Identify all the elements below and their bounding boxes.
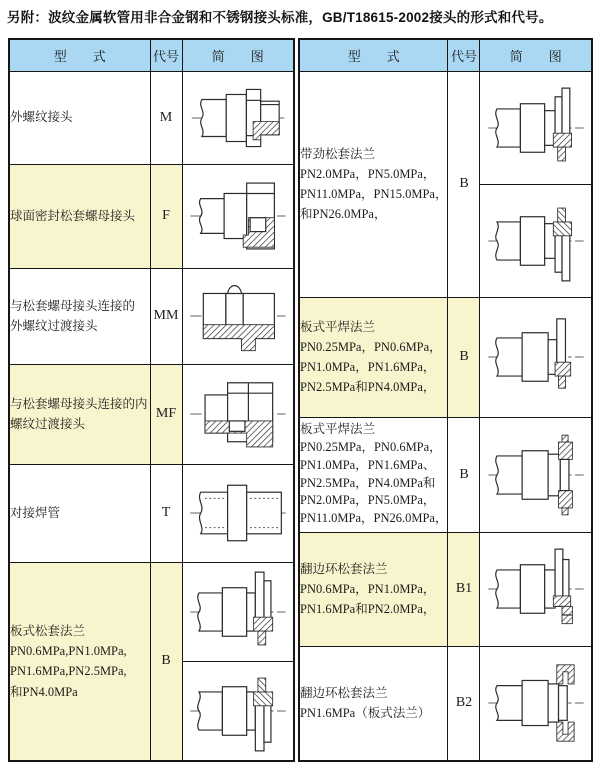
code-cell: B1 (448, 532, 480, 646)
type-text: PN2.5MPa，PN4.0MPa和 (300, 475, 436, 490)
type-cell (9, 464, 150, 562)
header-diagram: 简 图 (182, 39, 294, 71)
type-cell (299, 71, 448, 297)
type-text: 外螺纹接头 (10, 110, 73, 125)
table-row (9, 562, 294, 661)
table-row (9, 364, 294, 464)
header-type: 型 式 (9, 39, 150, 71)
table-row (9, 164, 294, 268)
type-text: 球面密封松套螺母接头 (10, 208, 136, 223)
diagram-cell (480, 532, 592, 646)
type-text: 和PN4.0MPa (10, 684, 78, 699)
butt-weld-pipe-diagram (186, 469, 290, 557)
type-text: 螺纹过渡接头 (10, 417, 86, 431)
type-text: 对接焊管 (10, 505, 61, 520)
header-code: 代号 (448, 39, 480, 71)
necked-loose-flange-bottom-diagram (484, 191, 588, 291)
diagram-cell (480, 646, 592, 761)
type-text: PN0.6MPa，PN1.0MPa， (300, 581, 436, 596)
table-row (299, 646, 592, 761)
external-thread-fitting-diagram (186, 76, 290, 160)
diagram-cell (182, 71, 294, 164)
diagram-cell (480, 184, 592, 297)
type-text: 翻边环松套法兰 (300, 686, 388, 700)
table-row (299, 532, 592, 646)
plate-loose-flange-top-diagram (186, 567, 290, 657)
necked-loose-flange-top-diagram (484, 78, 588, 178)
type-text: PN1.0MPa，PN1.6MPa、 (300, 457, 436, 472)
fitting-tables (8, 38, 593, 762)
type-cell (299, 646, 448, 761)
spherical-seal-loose-nut-fitting-diagram (186, 171, 290, 261)
type-text: 外螺纹过渡接头 (10, 319, 98, 333)
type-text: PN11.0MPa，PN15.0MPa， (300, 187, 448, 201)
right-table (298, 38, 593, 762)
diagram-cell (480, 417, 592, 532)
table-row (299, 71, 592, 184)
code-cell: B (150, 562, 182, 761)
type-text: 板式平焊法兰 (300, 319, 376, 334)
type-cell (299, 532, 448, 646)
type-text: 和PN26.0MPa， (300, 207, 387, 222)
table-row (299, 297, 592, 417)
type-cell (299, 297, 448, 417)
type-text: 与松套螺母接头连接的 (10, 298, 136, 313)
table-row (299, 417, 592, 532)
flared-ring-loose-flange-diagram (484, 539, 588, 639)
page-title: 另附：波纹金属软管用非合金钢和不锈钢接头标准，GB/T18615-2002接头的形式和代号。 (7, 10, 553, 25)
plate-weld-flange-symmetric-diagram (484, 426, 588, 524)
type-text: PN2.5MPa和PN4.0MPa， (300, 380, 436, 395)
table-row (9, 268, 294, 364)
diagram-cell (480, 71, 592, 184)
internal-thread-adapter-diagram (186, 369, 290, 459)
type-cell (299, 417, 448, 532)
code-cell: B (448, 297, 480, 417)
type-text: PN1.6MPa和PN2.0MPa， (300, 602, 436, 617)
type-text: 板式平焊法兰 (300, 422, 376, 437)
type-text: 带劲松套法兰 (300, 146, 376, 161)
plate-weld-flange-diagram (484, 307, 588, 407)
code-cell: MM (150, 268, 182, 364)
type-text: 翻边环松套法兰 (300, 561, 388, 576)
code-cell: B (448, 417, 480, 532)
header-diagram: 简 图 (480, 39, 592, 71)
diagram-cell (182, 364, 294, 464)
diagram-cell (182, 268, 294, 364)
type-text: 板式松套法兰 (10, 623, 86, 638)
type-text: PN1.6MPa（板式法兰） (300, 706, 431, 721)
code-cell: F (150, 164, 182, 268)
diagram-cell (182, 562, 294, 661)
code-cell: M (150, 71, 182, 164)
type-cell (9, 268, 150, 364)
left-table (8, 38, 295, 762)
right-header-row (299, 39, 592, 71)
diagram-cell (480, 297, 592, 417)
type-text: PN11.0MPa，PN26.0MPa， (300, 511, 448, 525)
diagram-cell (182, 464, 294, 562)
left-header-row (9, 39, 294, 71)
type-text: PN0.25MPa，PN0.6MPa， (300, 440, 442, 454)
header-code: 代号 (150, 39, 182, 71)
type-text: PN2.0MPa，PN5.0MPa， (300, 166, 436, 181)
type-text: PN2.0MPa，PN5.0MPa， (300, 493, 436, 508)
type-text: 与松套螺母接头连接的内 (10, 396, 148, 411)
type-cell (9, 562, 150, 761)
code-cell: MF (150, 364, 182, 464)
type-text: PN1.6MPa,PN2.5MPa, (10, 664, 127, 679)
type-text: PN0.6MPa,PN1.0MPa, (10, 644, 127, 658)
table-row (9, 71, 294, 164)
external-thread-adapter-diagram (186, 272, 290, 360)
code-cell: T (150, 464, 182, 562)
table-row (9, 464, 294, 562)
diagram-cell (182, 661, 294, 761)
code-cell: B (448, 71, 480, 297)
type-text: PN0.25MPa，PN0.6MPa， (300, 339, 442, 354)
type-cell (9, 71, 150, 164)
type-cell (9, 164, 150, 268)
header-type: 型 式 (299, 39, 448, 71)
code-cell: B2 (448, 646, 480, 761)
type-text: PN1.0MPa，PN1.6MPa， (300, 360, 436, 374)
type-cell (9, 364, 150, 464)
diagram-cell (182, 164, 294, 268)
flared-ring-plate-flange-diagram (484, 653, 588, 753)
plate-loose-flange-bottom-diagram (186, 666, 290, 756)
